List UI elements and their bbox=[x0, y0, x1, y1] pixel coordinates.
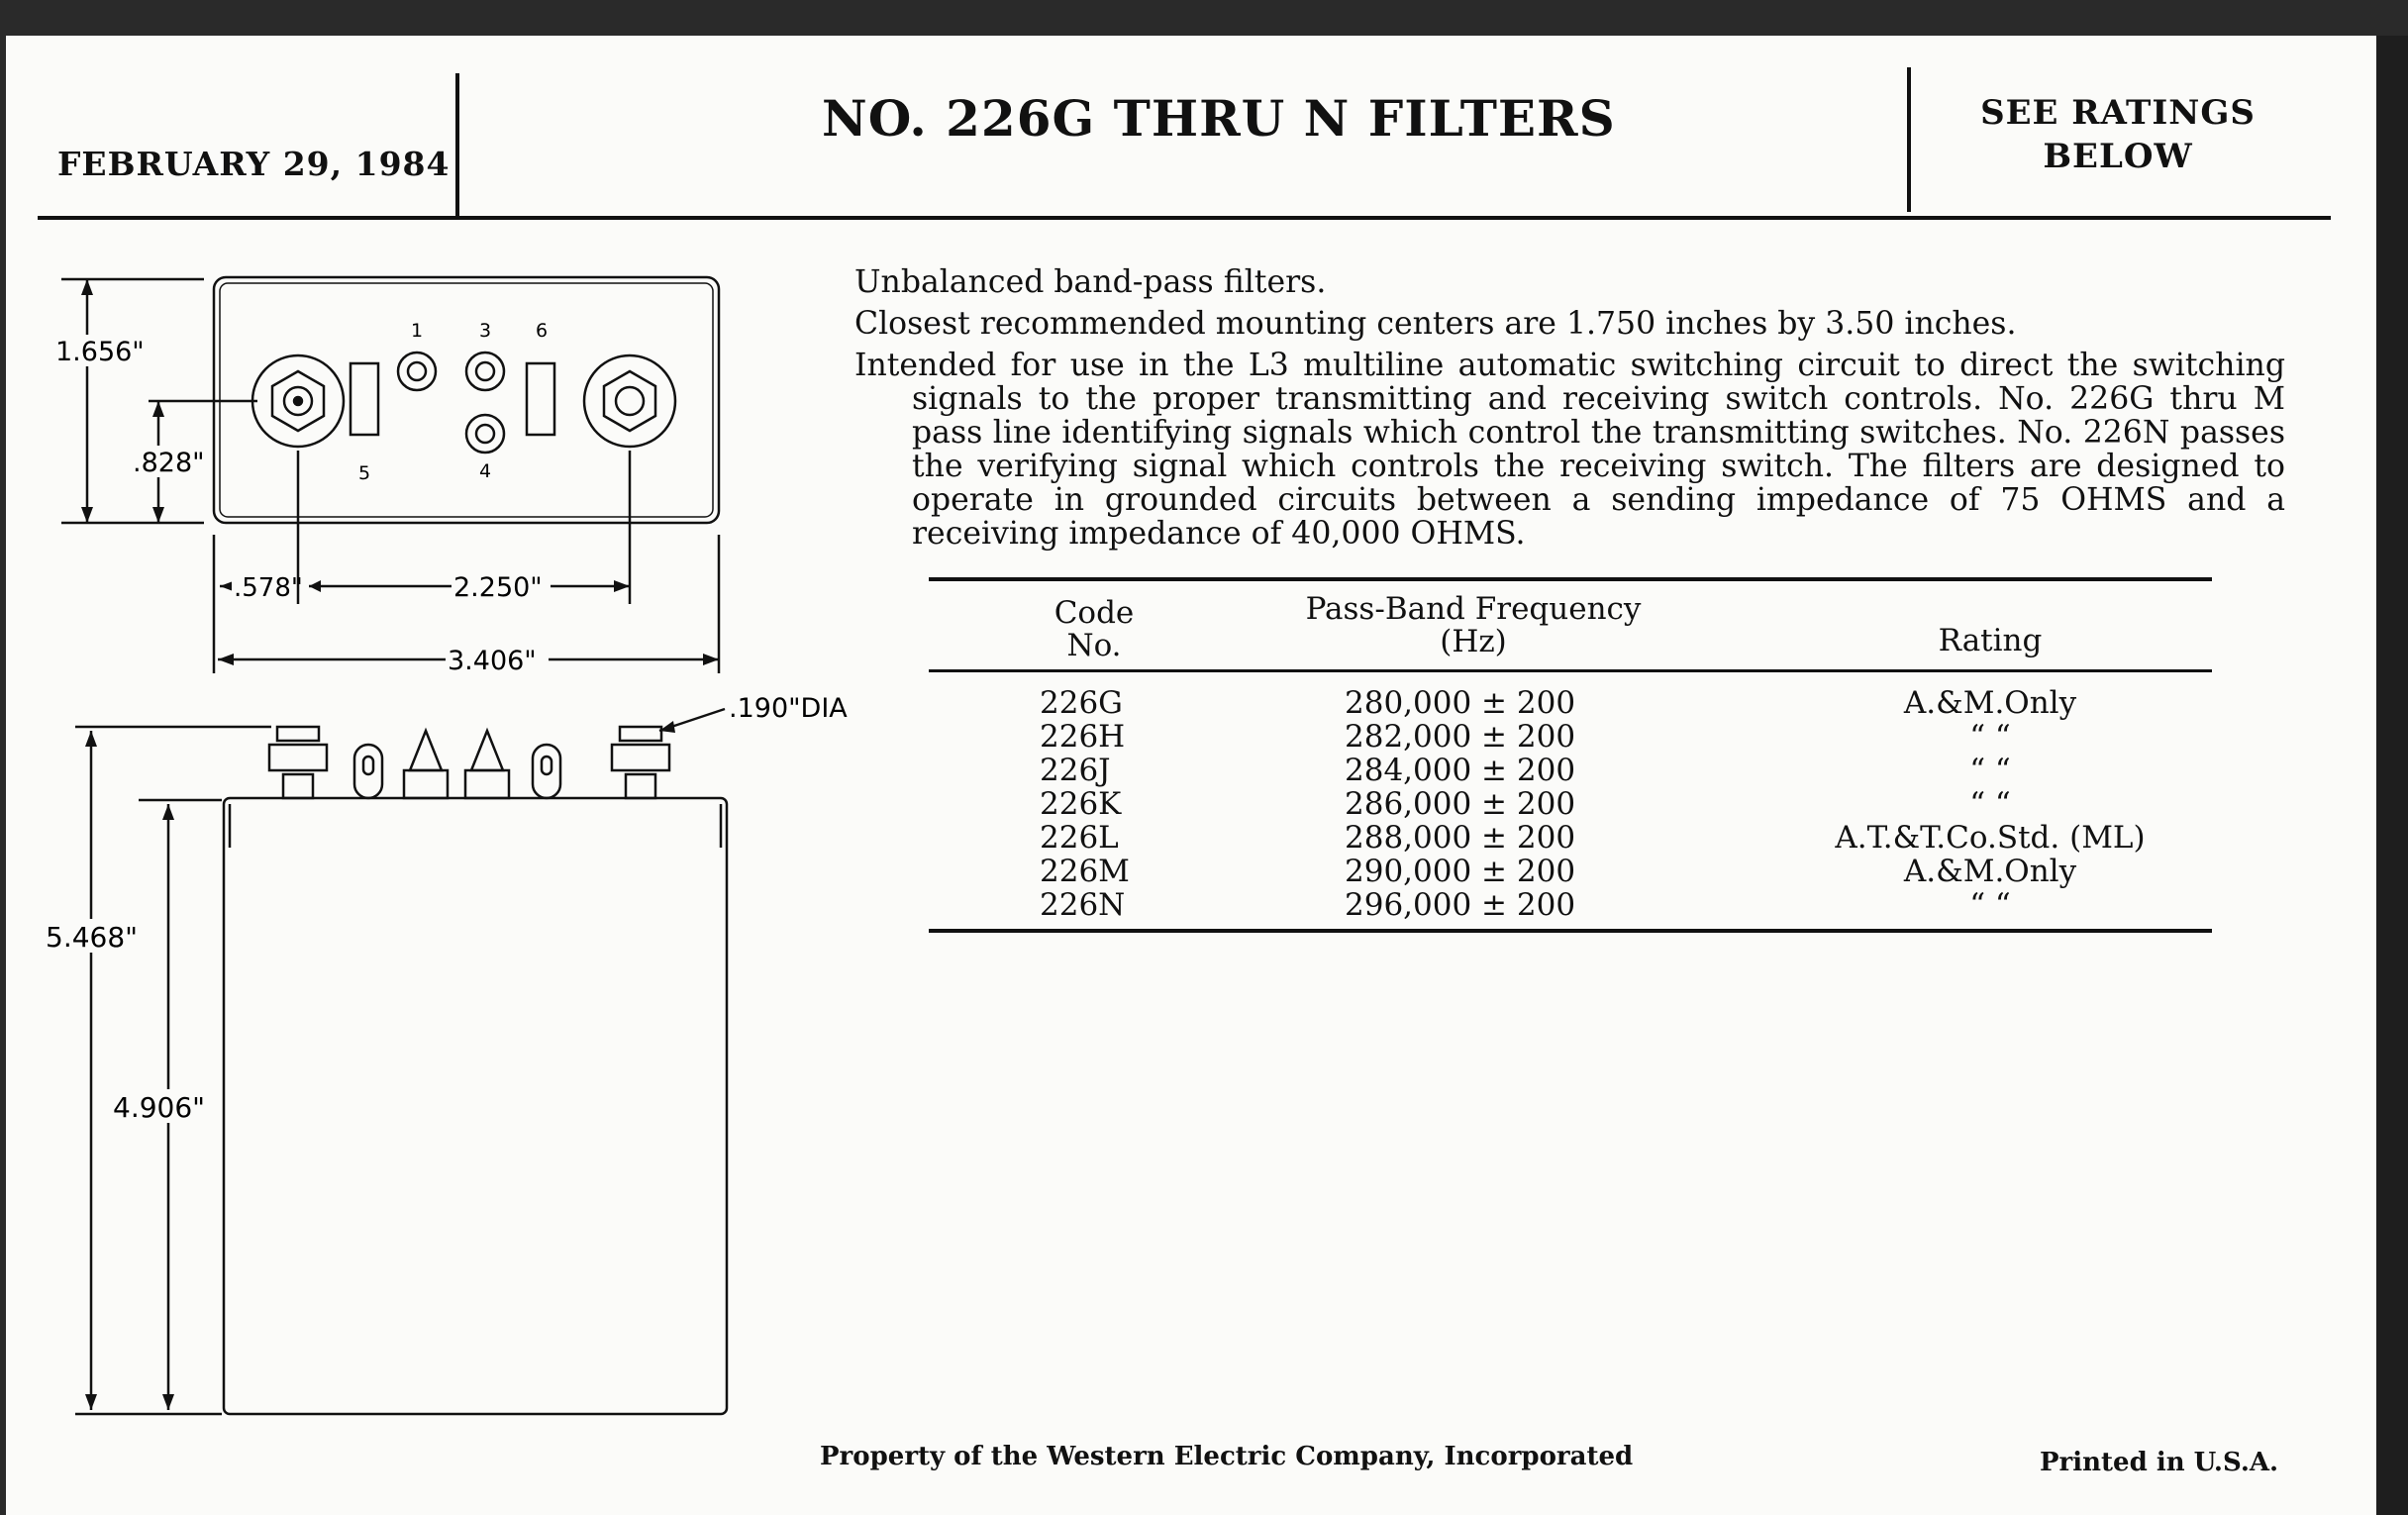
header-divider-right bbox=[1907, 67, 1911, 212]
dimension-drawing bbox=[0, 0, 871, 1465]
dim-label-dia: .190"DIA bbox=[729, 693, 848, 724]
col-header-code bbox=[1020, 597, 1168, 662]
terminal-6-lug bbox=[527, 363, 554, 435]
code-cell: 226N bbox=[1040, 887, 1126, 923]
code-cell: 226K bbox=[1040, 786, 1122, 822]
dim-label-total-height: 5.468" bbox=[46, 921, 139, 954]
scan-border bbox=[2376, 36, 2408, 1515]
page-title: NO. 226G THRU N FILTERS bbox=[822, 89, 1616, 148]
ratings-note-line1: SEE RATINGS bbox=[1980, 93, 2256, 133]
frequency-cell: 290,000 ± 200 bbox=[1345, 854, 1576, 889]
dim-label-width: 3.406" bbox=[448, 646, 537, 676]
issue-date: FEBRUARY 29, 1984 bbox=[57, 145, 451, 183]
table-row bbox=[929, 787, 2212, 821]
description-line-2: Closest recommended mounting centers are 1.750 inches by 3.50 inches. bbox=[854, 306, 2017, 342]
side-pin-1 bbox=[404, 731, 448, 798]
dim-label-height: 1.656" bbox=[55, 337, 145, 367]
frequency-cell: 296,000 ± 200 bbox=[1345, 887, 1576, 923]
printed-in-notice: Printed in U.S.A. bbox=[2040, 1448, 2279, 1477]
dim-label-offset: .578" bbox=[234, 573, 303, 603]
property-notice: Property of the Western Electric Company, Incorporated bbox=[820, 1442, 1634, 1471]
side-coax-left bbox=[269, 727, 327, 798]
col-header-frequency-line2: (Hz) bbox=[1440, 624, 1507, 659]
terminal-1-post bbox=[398, 353, 436, 390]
description-line-1: Unbalanced band-pass filters. bbox=[854, 264, 1327, 300]
code-cell: 226G bbox=[1040, 685, 1123, 721]
code-cell: 226H bbox=[1040, 719, 1126, 755]
dim-label-spacing: 2.250" bbox=[453, 572, 543, 603]
table-header-rule bbox=[929, 669, 2212, 672]
code-cell: 226J bbox=[1040, 753, 1111, 788]
table-row bbox=[929, 686, 2212, 720]
code-cell: 226L bbox=[1040, 820, 1119, 856]
left-coax-jack bbox=[252, 355, 344, 447]
table-row bbox=[929, 720, 2212, 754]
right-coax-jack bbox=[584, 355, 675, 447]
rating-cell: “ “ bbox=[1969, 753, 2011, 788]
rating-cell: “ “ bbox=[1969, 887, 2011, 923]
dim-label-jack-center: .828" bbox=[133, 448, 205, 478]
dim-label-body-height: 4.906" bbox=[113, 1091, 206, 1124]
table-row bbox=[929, 888, 2212, 922]
rating-cell: A.T.&T.Co.Std. (ML) bbox=[1835, 820, 2146, 856]
frequency-cell: 284,000 ± 200 bbox=[1345, 753, 1576, 788]
col-header-frequency-line1: Pass-Band Frequency bbox=[1305, 591, 1642, 627]
side-solder-lug-2 bbox=[533, 745, 560, 798]
terminal-label-6: 6 bbox=[536, 320, 549, 342]
table-top-rule bbox=[929, 577, 2212, 581]
ratings-note-line2: BELOW bbox=[2043, 137, 2193, 176]
description-paragraph: Intended for use in the L3 multiline automatic switching circuit to direct the switching signals to the proper transmitting and receiving switch controls. No. 226G thru M pass line identifying signals which control the transmitting switches. No. 226N passes the verifying signal which controls the receiving switch. The filters are designed to operate in grounded circuits between a sending impedance of 75 OHMS and a receiving impedance of 40,000 OHMS. bbox=[854, 348, 2285, 552]
table-row bbox=[929, 754, 2212, 787]
table-row bbox=[929, 821, 2212, 855]
rating-cell: “ “ bbox=[1969, 719, 2011, 755]
table-row bbox=[929, 855, 2212, 888]
rating-cell: A.&M.Only bbox=[1903, 854, 2077, 889]
terminal-label-3: 3 bbox=[479, 320, 492, 342]
terminal-label-1: 1 bbox=[411, 320, 424, 342]
ratings-note bbox=[1955, 91, 2281, 178]
description bbox=[854, 265, 2285, 558]
rating-cell: “ “ bbox=[1969, 786, 2011, 822]
terminal-label-5: 5 bbox=[358, 462, 371, 484]
terminal-3-post bbox=[466, 353, 504, 390]
code-cell: 226M bbox=[1040, 854, 1130, 889]
side-solder-lug-1 bbox=[354, 745, 382, 798]
terminal-5-lug bbox=[351, 363, 378, 435]
side-pin-2 bbox=[465, 731, 509, 798]
rating-cell: A.&M.Only bbox=[1903, 685, 2077, 721]
frequency-cell: 288,000 ± 200 bbox=[1345, 820, 1576, 856]
frequency-cell: 280,000 ± 200 bbox=[1345, 685, 1576, 721]
frequency-cell: 282,000 ± 200 bbox=[1345, 719, 1576, 755]
col-header-code-line1: Code bbox=[1054, 595, 1135, 631]
col-header-code-line2: No. bbox=[1066, 628, 1122, 663]
terminal-4-post bbox=[466, 415, 504, 453]
table-body bbox=[929, 686, 2212, 922]
table-bottom-rule bbox=[929, 929, 2212, 933]
side-coax-right bbox=[612, 727, 669, 798]
frequency-cell: 286,000 ± 200 bbox=[1345, 786, 1576, 822]
terminal-label-4: 4 bbox=[479, 460, 492, 482]
col-header-frequency bbox=[1265, 593, 1681, 658]
col-header-rating: Rating bbox=[1938, 623, 2043, 658]
side-view-body bbox=[224, 798, 727, 1414]
